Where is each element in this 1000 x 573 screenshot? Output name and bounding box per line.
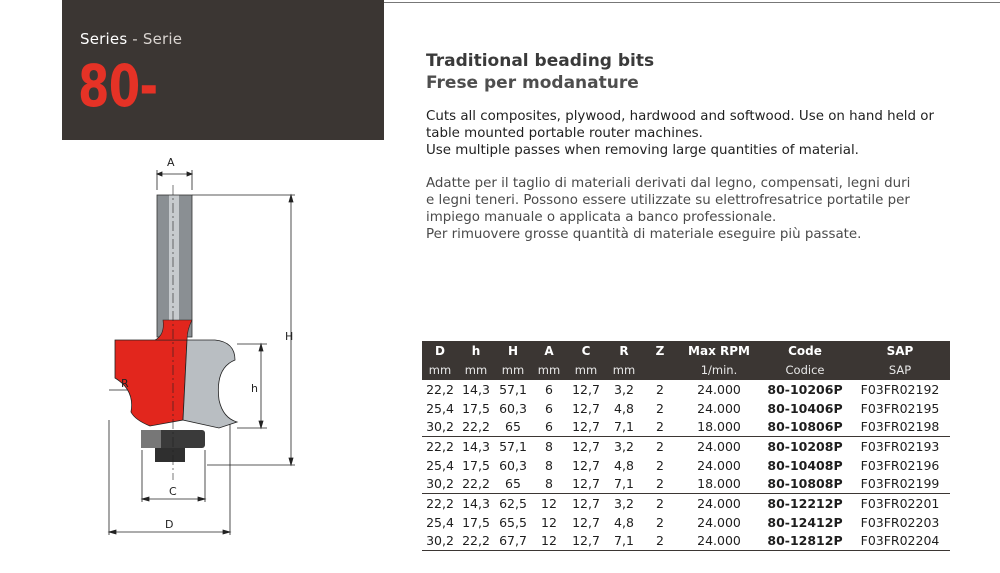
cell: 4,8: [614, 514, 634, 530]
series-separator: -: [127, 30, 143, 48]
table-row: [422, 437, 950, 456]
table-row: [422, 474, 950, 493]
sap-cell: F03FR02203: [860, 514, 940, 530]
label-h: h: [251, 382, 258, 395]
table-units-row: [422, 360, 950, 380]
router-bit-diagram: [95, 150, 305, 540]
cell: 18.000: [697, 419, 741, 435]
cell: 14,3: [458, 437, 494, 456]
title-it: Frese per modanature: [426, 73, 639, 93]
cell: 30,2: [426, 419, 454, 435]
title-en: Traditional beading bits: [426, 51, 655, 71]
cell: 22,2: [462, 476, 490, 492]
col-header: A: [544, 343, 554, 358]
cell: 2: [656, 381, 664, 397]
col-header: R: [619, 343, 629, 358]
description-it-line: e legni teneri. Possono essere utilizzate su elettrofresatrice portatile per: [426, 193, 910, 208]
table-row: [422, 532, 950, 551]
label-D: D: [165, 518, 174, 531]
cell: 3,2: [614, 381, 634, 397]
description-it-line: Adatte per il taglio di materiali derivati dal legno, compensati, legni duri: [426, 176, 911, 191]
description-en-line: Cuts all composites, plywood, hardwood and softwood. Use on hand held or: [426, 109, 934, 124]
cell: 24.000: [678, 532, 760, 551]
cell: 62,5: [494, 494, 532, 513]
cell: 24.000: [697, 400, 741, 416]
cell: 6: [545, 381, 553, 397]
series-label: [80, 30, 182, 48]
cell: 12,7: [572, 476, 600, 492]
cell: 12,7: [572, 419, 600, 435]
cell: 14,3: [458, 494, 494, 513]
cell: 17,5: [462, 457, 490, 473]
cell: 30,2: [422, 532, 458, 551]
sap-cell: F03FR02201: [850, 494, 950, 513]
code-cell: 80-12212P: [760, 494, 850, 513]
cell: 12: [532, 494, 566, 513]
code-cell: 80-12812P: [760, 532, 850, 551]
code-cell: 80-10206P: [767, 381, 843, 397]
cell: 8: [545, 476, 553, 492]
cell: 17,5: [462, 400, 490, 416]
cell: 8: [532, 437, 566, 456]
sap-cell: F03FR02198: [860, 419, 940, 435]
code-cell: 80-10408P: [767, 457, 843, 473]
cell: 65,5: [499, 514, 527, 530]
cell: 3,2: [606, 494, 642, 513]
col-unit: Codice: [785, 363, 825, 377]
col-unit: mm: [501, 363, 525, 377]
cell: 3,2: [606, 437, 642, 456]
col-header: Z: [655, 343, 665, 358]
col-header: D: [435, 343, 445, 358]
description-en-line: Use multiple passes when removing large quantities of material.: [426, 143, 859, 158]
cell: 12: [541, 514, 557, 530]
description-it-line: impiego manuale o applicata a banco professionale.: [426, 210, 777, 225]
cell: 12,7: [566, 437, 606, 456]
cell: 25,4: [426, 514, 454, 530]
table-row: [422, 417, 950, 436]
table-row: [422, 456, 950, 475]
cell: 6: [545, 400, 553, 416]
cell: 12,7: [566, 494, 606, 513]
cell: 8: [545, 457, 553, 473]
description-en: [426, 108, 954, 159]
col-unit: mm: [574, 363, 598, 377]
cell: 22,2: [458, 532, 494, 551]
cell: 18.000: [697, 476, 741, 492]
cell: 4,8: [614, 400, 634, 416]
col-header: SAP: [886, 343, 914, 358]
label-C: C: [169, 485, 177, 498]
cell: 6: [545, 419, 553, 435]
code-cell: 80-12412P: [767, 514, 843, 530]
label-R: R: [121, 377, 129, 390]
cell: 60,3: [499, 457, 527, 473]
series-it: Serie: [142, 30, 183, 48]
col-unit: mm: [612, 363, 636, 377]
cell: 22,2: [422, 494, 458, 513]
cell: 12,7: [566, 532, 606, 551]
table-header-row: [422, 341, 950, 360]
sap-cell: F03FR02196: [860, 457, 940, 473]
code-cell: 80-10808P: [767, 476, 843, 492]
cell: 24.000: [697, 457, 741, 473]
col-header: Max RPM: [688, 343, 750, 358]
description-it-line: Per rimuovere grosse quantità di materiale eseguire più passate.: [426, 227, 862, 242]
series-en: Series: [80, 30, 128, 48]
cell: 25,4: [426, 457, 454, 473]
code-cell: 80-10406P: [767, 400, 843, 416]
top-rule: [384, 2, 1000, 3]
label-A: A: [167, 156, 175, 169]
cell: 24.000: [697, 514, 741, 530]
cell: 24.000: [678, 494, 760, 513]
col-unit: mm: [464, 363, 488, 377]
col-header: Code: [788, 343, 822, 358]
cell: 30,2: [426, 476, 454, 492]
code-cell: 80-10208P: [760, 437, 850, 456]
col-unit: [642, 360, 678, 380]
col-unit: 1/min.: [700, 363, 738, 377]
table-row: [422, 399, 950, 418]
cell: 2: [656, 419, 664, 435]
table-row: [422, 494, 950, 513]
cell: 7,1: [606, 532, 642, 551]
cell: 7,1: [614, 476, 634, 492]
cell: 12,7: [572, 381, 600, 397]
series-number: 80-: [78, 52, 158, 120]
col-header: h: [471, 343, 481, 358]
cell: 17,5: [462, 514, 490, 530]
cell: 25,4: [426, 400, 454, 416]
col-header: C: [581, 343, 591, 358]
cell: 57,1: [494, 437, 532, 456]
table-row: [422, 513, 950, 532]
cell: 22,2: [422, 437, 458, 456]
cell: 67,7: [494, 532, 532, 551]
cell: 12,7: [572, 514, 600, 530]
col-unit: SAP: [888, 363, 912, 377]
cell: 2: [656, 514, 664, 530]
cell: 22,2: [426, 381, 454, 397]
col-unit: mm: [428, 363, 452, 377]
col-unit: mm: [537, 363, 561, 377]
cell: 2: [656, 400, 664, 416]
table-row: [422, 380, 950, 399]
cell: 57,1: [499, 381, 527, 397]
sap-cell: F03FR02192: [860, 381, 940, 397]
sap-cell: F03FR02195: [860, 400, 940, 416]
cell: 2: [656, 457, 664, 473]
cell: 12,7: [572, 457, 600, 473]
cell: 7,1: [614, 419, 634, 435]
cell: 14,3: [462, 381, 490, 397]
col-header: H: [507, 343, 519, 358]
cell: 4,8: [614, 457, 634, 473]
cell: 2: [656, 476, 664, 492]
cell: 12,7: [572, 400, 600, 416]
cell: 2: [642, 494, 678, 513]
sap-cell: F03FR02199: [860, 476, 940, 492]
cell: 65: [505, 476, 521, 492]
sap-cell: F03FR02204: [850, 532, 950, 551]
spec-table: [422, 341, 950, 551]
description-it: [426, 175, 954, 243]
cell: 2: [642, 532, 678, 551]
cell: 60,3: [499, 400, 527, 416]
sap-cell: F03FR02193: [850, 437, 950, 456]
cell: 65: [505, 419, 521, 435]
code-cell: 80-10806P: [767, 419, 843, 435]
cell: 22,2: [462, 419, 490, 435]
cell: 24.000: [678, 437, 760, 456]
label-H: H: [285, 330, 294, 343]
cell: 2: [642, 437, 678, 456]
cell: 12: [532, 532, 566, 551]
description-en-line: table mounted portable router machines.: [426, 126, 703, 141]
cell: 24.000: [697, 381, 741, 397]
